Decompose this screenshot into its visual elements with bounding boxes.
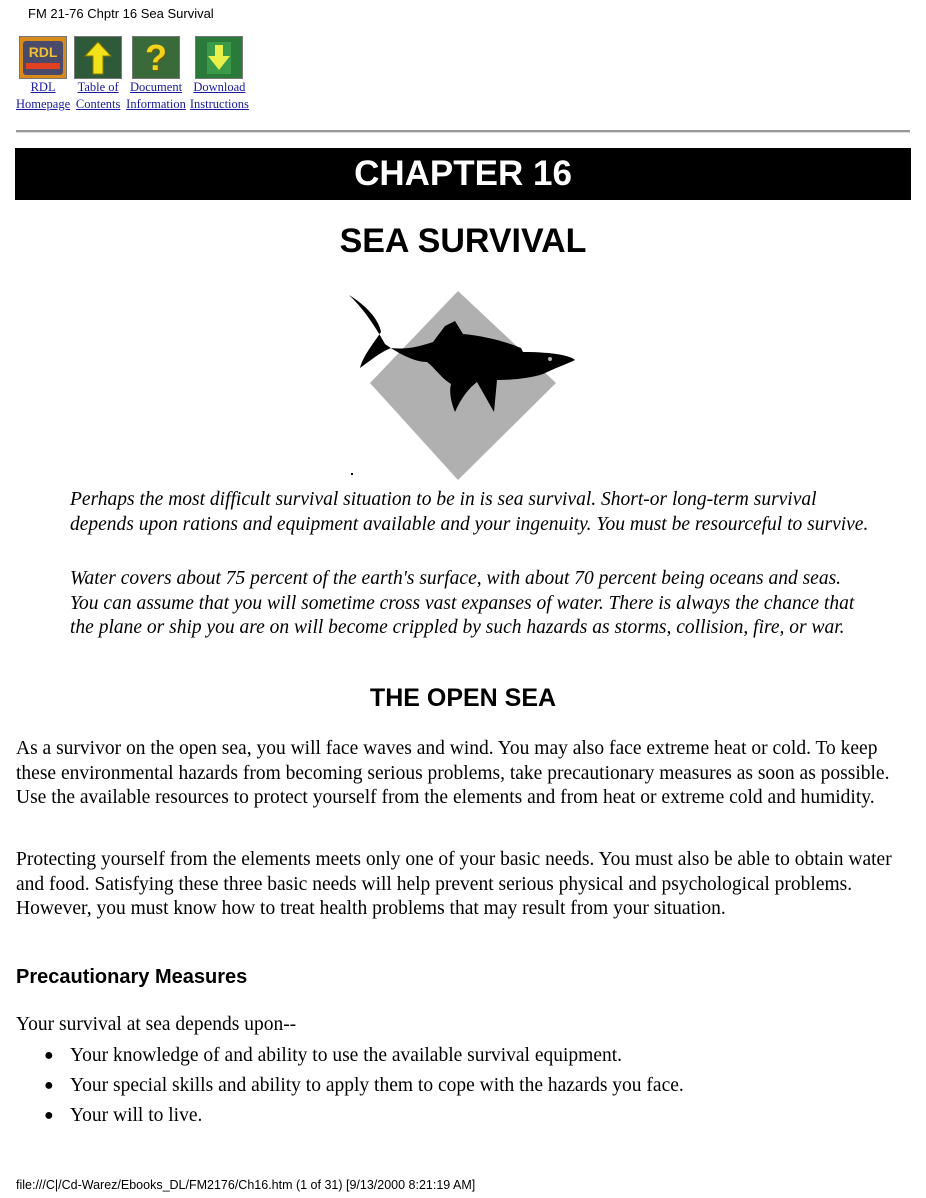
nav-rdl-homepage[interactable]: [16, 36, 70, 113]
question-mark-icon[interactable]: ?: [132, 36, 180, 79]
list-item-text: Your will to live.: [70, 1105, 203, 1126]
list-item: [44, 1102, 684, 1132]
subsection-heading: Precautionary Measures: [16, 966, 248, 988]
nav-label-line1[interactable]: RDL: [30, 80, 56, 94]
list-item-text: Your knowledge of and ability to use the available survival equipment.: [70, 1045, 623, 1066]
intro-paragraph: Perhaps the most difficult survival situation to be in is sea survival. Short-or long-term survival depends upon rations and equipment available and your ingenuity. You must be resourceful to survive.: [70, 489, 869, 535]
shark-illustration: [345, 288, 580, 483]
chapter-title: SEA SURVIVAL: [339, 222, 587, 260]
section-heading: THE OPEN SEA: [369, 684, 557, 712]
page-footer-path: file:///C|/Cd-Warez/Ebooks_DL/FM2176/Ch16.htm (1 of 31) [9/13/2000 8:21:19 AM]: [16, 1178, 476, 1192]
nav-label-line1[interactable]: Document: [129, 80, 183, 94]
nav-label-line2[interactable]: Information: [126, 97, 186, 111]
nav-label-line2[interactable]: Contents: [75, 97, 121, 111]
body-paragraph: As a survivor on the open sea, you will face waves and wind. You may also face extreme heat or cold. To keep these environmental hazards from becoming serious problems, take precautionary measures as soon as possible. Use the available resources to protect yourself from the elements and from heat or extreme cold and humidity.: [16, 738, 890, 808]
nav-download-instructions[interactable]: [190, 36, 249, 113]
survival-requirements-list: [44, 1042, 684, 1132]
nav-label-line1[interactable]: Table of: [77, 80, 119, 94]
nav-document-information[interactable]: [126, 36, 186, 113]
down-arrow-icon[interactable]: [195, 36, 243, 79]
intro-paragraph: Water covers about 75 percent of the earth's surface, with about 70 percent being oceans and seas. You can assume that you will sometime cross vast expanses of water. There is always the chance that the plane or ship you are on will become crippled by such hazards as storms, collision, fire, or war.: [70, 568, 855, 638]
list-item: [44, 1042, 684, 1072]
nav-label-line2[interactable]: Homepage: [16, 97, 71, 111]
chapter-number-banner: CHAPTER 16: [15, 148, 911, 200]
navigation-bar: [16, 36, 253, 113]
nav-label-line1[interactable]: Download: [193, 80, 246, 94]
nav-label-line2[interactable]: Instructions: [189, 97, 249, 111]
bullet-icon: ●: [44, 1047, 54, 1064]
list-item: [44, 1072, 684, 1102]
list-item-text: Your special skills and ability to apply them to cope with the hazards you face.: [70, 1075, 684, 1096]
horizontal-divider: [16, 130, 910, 133]
up-arrow-icon[interactable]: [74, 36, 122, 79]
nav-table-of-contents[interactable]: [74, 36, 122, 113]
rdl-logo-icon[interactable]: RDL: [19, 36, 67, 79]
bullet-icon: ●: [44, 1077, 54, 1094]
page-header-title: FM 21-76 Chptr 16 Sea Survival: [28, 6, 214, 21]
list-lead-text: Your survival at sea depends upon--: [16, 1014, 297, 1035]
bullet-icon: ●: [44, 1107, 54, 1124]
body-paragraph: Protecting yourself from the elements meets only one of your basic needs. You must also be able to obtain water and food. Satisfying these three basic needs will help prevent serious physical and psychological problems. However, you must know how to treat health problems that may result from your situation.: [16, 849, 892, 919]
